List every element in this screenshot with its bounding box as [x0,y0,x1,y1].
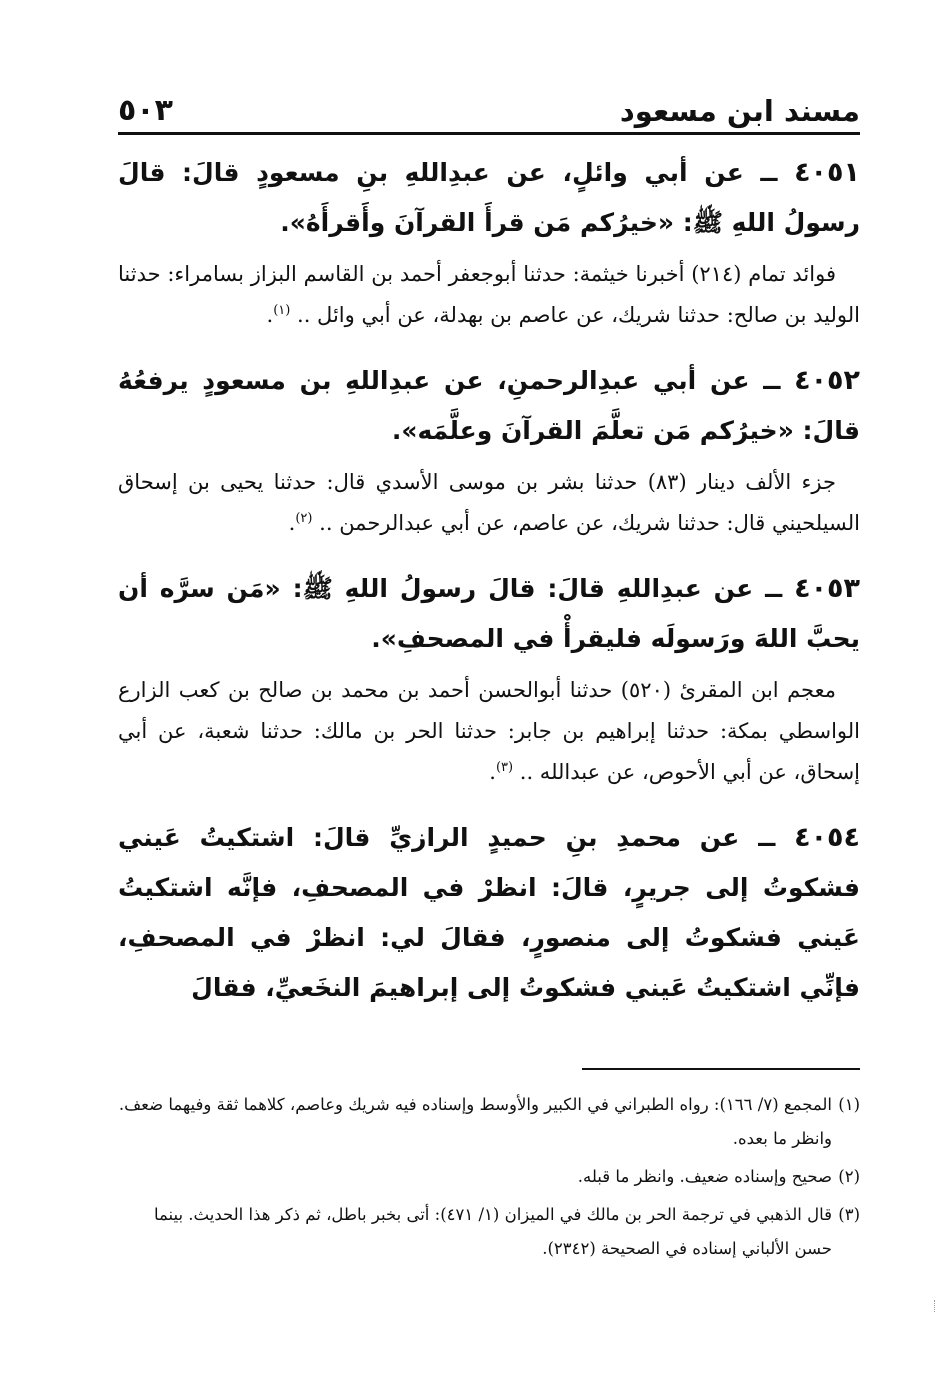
footnote-ref: (١) [273,303,291,318]
footnote-1 [118,1088,860,1156]
running-title: مسند ابن مسعود [619,94,860,128]
hadith-source: جزء الألف دينار (٨٣) حدثنا بشر بن موسى الأسدي قال: حدثنا يحيى بن إسحاق السيلحيني قال: حدثنا شريك، عن عاصم، عن أبي عبدالرحمن .. $^{(٢)}$. [118,470,860,535]
main-text [118,148,860,1019]
footnote-number: (٣) [838,1205,860,1224]
hadith-source: فوائد تمام (٢١٤) أخبرنا خيثمة: حدثنا أبوجعفر أحمد بن القاسم البزاز بسامراء: حدثنا الوليد بن صالح: حدثنا شريك، عن عاصم بن بهدلة، عن أبي وائل .. $^{(١)}$. [118,262,860,327]
source-text: جزء الألف دينار (٨٣) حدثنا بشر بن موسى الأسدي قال: حدثنا يحيى بن إسحاق السيلحيني قال: حدثنا شريك، عن عاصم، عن أبي عبدالرحمن .. [118,470,860,535]
hadith-4053: ٤٠٥٣ ــ عن عبدِاللهِ قالَ: قالَ رسولُ اللهِ ﷺ: «مَن سرَّه أن يحبَّ اللهَ ورَسولَه فليقرأْ في المصحفِ». [118,573,861,653]
hadith-text: عن أبي وائلٍ، عن عبدِاللهِ بنِ مسعودٍ قالَ: قالَ رسولُ اللهِ ﷺ: «خيرُكم مَن قرأَ القرآنَ وأَقرأَهُ». [118,158,860,237]
footnote-ref: (٣) [495,760,514,775]
hadith-4054: ٤٠٥٤ ــ عن محمدِ بنِ حميدٍ الرازيِّ قالَ: اشتكيتُ عَيني فشكوتُ إلى جريرٍ، قالَ: انظرْ في المصحفِ، فإنَّه اشتكيتُ عَيني فشكوتُ إلى منصورٍ، فقالَ لي: انظرْ في المصحفِ، فإنِّي اشتكيتُ عَيني فشكوتُ إلى إبراهيمَ النخَعيِّ، فقالَ [118,822,861,1002]
footnote-3 [118,1198,860,1266]
hadith-4051: ٤٠٥١ ــ عن أبي وائلٍ، عن عبدِاللهِ بنِ مسعودٍ قالَ: قالَ رسولُ اللهِ ﷺ: «خيرُكم مَن قرأَ القرآنَ وأَقرأَهُ». [118,157,860,237]
page-header [118,86,860,135]
hadith-text: عن عبدِاللهِ قالَ: قالَ رسولُ اللهِ ﷺ: «مَن سرَّه أن يحبَّ اللهَ ورَسولَه فليقرأْ في المصحفِ». [118,574,860,653]
hadith-4052: ٤٠٥٢ ــ عن أبي عبدِالرحمنِ، عن عبدِاللهِ بن مسعودٍ يرفعُهُ قالَ: «خيرُكم مَن تعلَّمَ القرآنَ وعلَّمَه». [118,365,861,445]
footnote-number: (٢) [838,1167,860,1186]
page-number: ٥٠٣ [118,93,173,128]
scan-edge-mark [934,1300,936,1312]
footnote-2 [118,1160,860,1194]
hadith-number: ٤٠٥٢ [794,365,861,396]
footnote-text: المجمع (٧/ ١٦٦): رواه الطبراني في الكبير والأوسط وإسناده فيه شريك وعاصم، كلاهما ثقة وفيهما ضعف. وانظر ما بعده. [118,1095,832,1148]
footnote-divider [582,1068,860,1070]
hadith-number: ٤٠٥١ [794,157,860,188]
hadith-text: عن محمدِ بنِ حميدٍ الرازيِّ قالَ: اشتكيتُ عَيني فشكوتُ إلى جريرٍ، قالَ: انظرْ في المصحفِ، فإنَّه اشتكيتُ عَيني فشكوتُ إلى منصورٍ، فقالَ لي: انظرْ في المصحفِ، فإنِّي اشتكيتُ عَيني فشكوتُ إلى إبراهيمَ النخَعيِّ، فقالَ [118,823,860,1002]
source-text: معجم ابن المقرئ (٥٢٠) حدثنا أبوالحسن أحمد بن محمد بن صالح بن كعب الزارع الواسطي بمكة: حدثنا إبراهيم بن جابر: حدثنا الحر بن مالك: حدثنا شعبة، عن أبي إسحاق، عن أبي الأحوص، عن عبدالله .. [118,678,860,784]
hadith-source: معجم ابن المقرئ (٥٢٠) حدثنا أبوالحسن أحمد بن محمد بن صالح بن كعب الزارع الواسطي بمكة: حدثنا إبراهيم بن جابر: حدثنا الحر بن مالك: حدثنا شعبة، عن أبي إسحاق، عن أبي الأحوص، عن عبدالله .. $^{(٣)}$. [118,678,860,784]
source-text: فوائد تمام (٢١٤) أخبرنا خيثمة: حدثنا أبوجعفر أحمد بن القاسم البزاز بسامراء: حدثنا الوليد بن صالح: حدثنا شريك، عن عاصم بن بهدلة، عن أبي وائل .. [118,262,860,327]
hadith-number: ٤٠٥٤ [794,822,861,853]
hadith-text: عن أبي عبدِالرحمنِ، عن عبدِاللهِ بن مسعودٍ يرفعُهُ قالَ: «خيرُكم مَن تعلَّمَ القرآنَ وعلَّمَه». [118,366,860,445]
footnote-number: (١) [838,1095,860,1114]
footnote-text: صحيح وإسناده ضعيف. وانظر ما قبله. [577,1167,832,1186]
footnotes [118,1088,860,1270]
footnote-text: قال الذهبي في ترجمة الحر بن مالك في الميزان (١/ ٤٧١): أتى بخبر باطل، ثم ذكر هذا الحديث. بينما حسن الألباني إسناده في الصحيحة (٢٣٤٢). [153,1205,832,1258]
hadith-number: ٤٠٥٣ [794,573,861,604]
footnote-ref: (٢) [295,511,313,526]
